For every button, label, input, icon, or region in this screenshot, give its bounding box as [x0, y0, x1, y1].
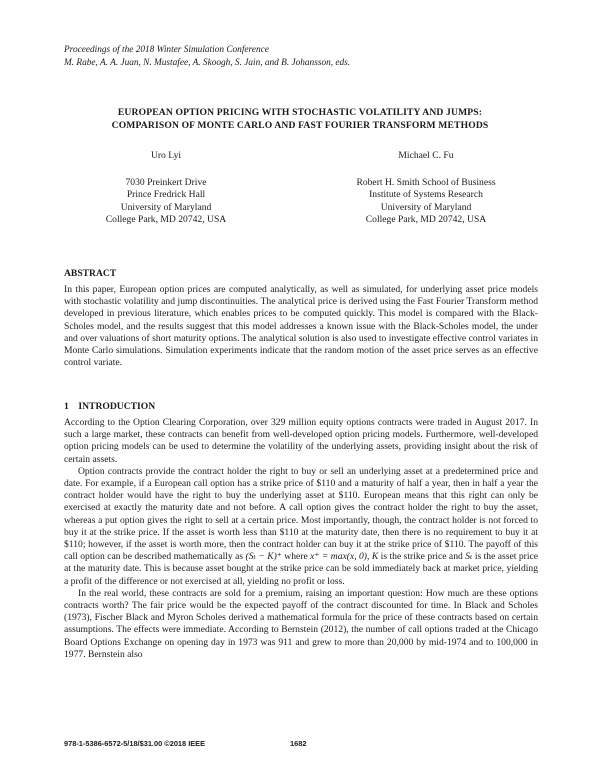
introduction-heading: 1 INTRODUCTION	[64, 401, 156, 412]
paragraph-text: is the strike price and	[380, 551, 463, 563]
strike-symbol: K	[371, 551, 379, 563]
abstract-body	[64, 284, 538, 369]
footer-isbn: 978-1-5386-6572-5/18/$31.00 ©2018 IEEE	[64, 739, 206, 748]
title-line-2: COMPARISON OF MONTE CARLO AND FAST FOURIER TRANSFORM METHODS	[111, 120, 489, 131]
affiliation-line: University of Maryland	[120, 201, 212, 213]
affiliation-line: College Park, MD 20742, USA	[365, 214, 487, 225]
author-name: Michael C. Fu	[398, 150, 454, 161]
affiliation-line: College Park, MD 20742, USA	[105, 214, 227, 225]
footer-page-number: 1682	[290, 739, 307, 748]
title-line-1: EUROPEAN OPTION PRICING WITH STOCHASTIC VOLATILITY AND JUMPS:	[117, 107, 483, 118]
affiliation-line: Prince Fredrick Hall	[126, 189, 206, 200]
paragraph-text: where	[284, 551, 308, 563]
payoff-formula: (Sₜ − K)⁺	[245, 551, 282, 563]
paragraph	[64, 466, 538, 588]
author-affiliation	[46, 177, 286, 227]
paper-title	[60, 106, 540, 132]
affiliation-line: Institute of Systems Research	[369, 189, 483, 200]
proceedings-title: Proceedings of the 2018 Winter Simulation Conference	[64, 45, 269, 55]
max-formula: x⁺ = max(x, 0)	[310, 551, 368, 563]
asset-price-symbol: Sₜ	[465, 551, 473, 563]
introduction-body	[64, 417, 538, 661]
paragraph: In the real world, these contracts are sold for a premium, raising an important question: How much are these options contracts worth? The fair price would be the expected payoff of the contract discounted for time. In Black and Scholes (1973), Fischer Black and Myron Scholes derived a mathematical formula for the price of these contracts based on certain assumptions. The effects were immediate. According to Bernstein (2012), the number of call options traded at the Chicago Board Options Exchange on opening day in 1973 was 911 and grew to more than 20,000 by mid-1974 and to 100,000 in 1977. Bernstein also	[64, 587, 538, 660]
paragraph: According to the Option Clearing Corporation, over 329 million equity options contracts were traded in August 2017. In such a large market, these contracts can benefit from well-developed option pricing models. Furthermore, well-developed option pricing models can be used to determine the volatility of the underlying assets, providing insight about the risk of certain assets.	[64, 417, 538, 465]
author-block-2	[306, 150, 546, 227]
affiliation-line: University of Maryland	[380, 201, 472, 213]
author-block-1	[46, 150, 286, 227]
paragraph-text: Option contracts provide the contract holder the right to buy or sell an underlying asset at a predetermined price and date. For example, if a European call option has a strike price of $110 and a maturity of half a year, then in half a year the contract holder would have the right to buy the underlying asset at $110. European means that this right can only be exercised at exactly the maturity date and not before. A call option gives the contract holder the right to buy the asset, whereas a put option gives the right to sell at a certain price. Most importantly, though, the contract holder is not forced to buy it at the strike price. If the asset is worth less than $110 at the maturity date, then there is no requirement to buy it at $110; however, if the asset is worth more, then the contract holder can buy it at the strike price of $110. The payoff of this call option can be described mathematically as	[64, 465, 538, 563]
proceedings-header	[64, 44, 350, 69]
abstract-heading: ABSTRACT	[64, 268, 117, 279]
abstract-text: In this paper, European option prices are computed analytically, as well as simulated, for underlying asset price models with stochastic volatility and jump discontinuities. The analytical price is derived using the Fast Fourier Transform method developed in previous literature, which enables prices to be computed quickly. This model is compared with the Black-Scholes model, and the results suggest that this model addresses a known issue with the Black-Scholes model, the under and over valuations of short maturity options. The analytical solution is also used to investigate effective control variates in Monte Carlo simulations. Simulation experiments indicate that the random motion of the asset price serves as an effective control variate.	[64, 284, 538, 369]
proceedings-editors: M. Rabe, A. A. Juan, N. Mustafee, A. Skoogh, S. Jain, and B. Johansson, eds.	[64, 57, 351, 68]
affiliation-line: 7030 Preinkert Drive	[125, 176, 207, 188]
affiliation-line: Robert H. Smith School of Business	[356, 176, 496, 188]
paragraph-text: is the asset price at the maturity date. This is because asset bought at the strike price can be sold immediately back at market price, yielding a profit of the difference or not exercised at all, yielding no profit or loss.	[64, 551, 538, 587]
author-name: Uro Lyi	[150, 150, 182, 161]
author-affiliation	[306, 177, 546, 227]
paragraph-text: ,	[367, 551, 370, 563]
